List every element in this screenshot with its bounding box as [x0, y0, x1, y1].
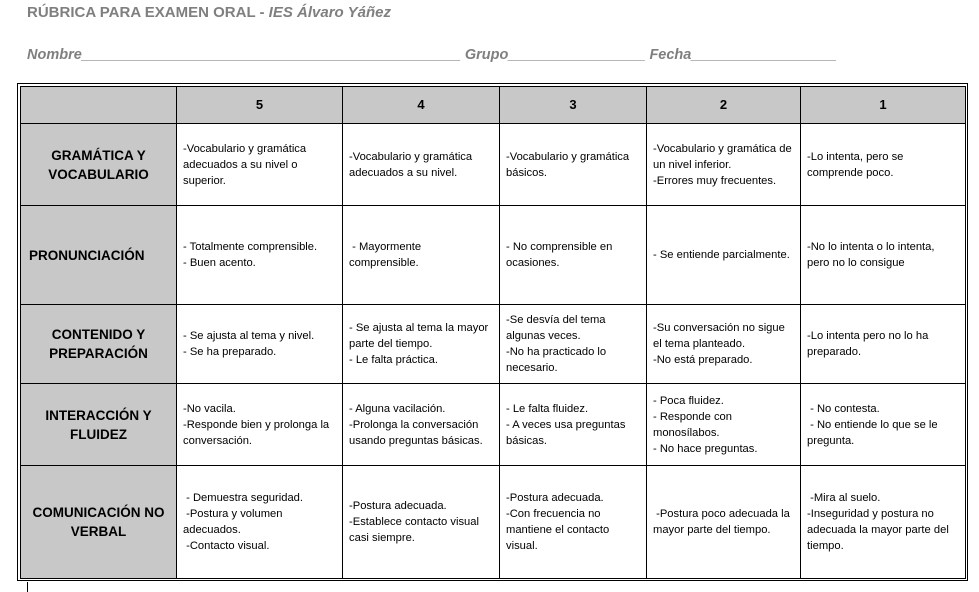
- descriptor-line: - Le falta fluidez.: [506, 402, 589, 415]
- descriptor-line: - A veces usa preguntas básicas.: [506, 418, 629, 447]
- score-header-3: 3: [500, 87, 647, 124]
- descriptor-line: -Mira al suelo.: [807, 492, 881, 504]
- rubric-cell-score-2: [647, 305, 801, 384]
- descriptor-line: -Vocabulario y gramática de un nivel inferior.: [653, 142, 795, 171]
- descriptor-line: - Se ha preparado.: [183, 346, 277, 358]
- descriptor-line: - Buen acento.: [183, 257, 256, 269]
- rubric-cell-score-1: [801, 384, 966, 466]
- descriptor-line: - Responde con monosílabos.: [653, 410, 736, 439]
- corner-cell: [21, 87, 177, 124]
- descriptor-line: -Establece contacto visual casi siempre.: [349, 516, 483, 544]
- descriptor-line: -No vacila.: [183, 402, 236, 415]
- rubric-cell-score-5: [177, 124, 343, 206]
- descriptor-line: -Vocabulario y gramática básicos.: [506, 150, 633, 179]
- descriptor-line: -Postura y volumen adecuados.: [183, 508, 286, 536]
- descriptor-line: -Responde bien y prolonga la conversación.: [183, 418, 333, 447]
- descriptor-line: - No entiende lo que se le pregunta.: [807, 418, 941, 447]
- rubric-cell-score-1: [801, 124, 966, 206]
- criterion-label: GRAMÁTICA Y VOCABULARIO: [21, 124, 177, 206]
- criterion-label: COMUNICACIÓN NO VERBAL: [21, 466, 177, 579]
- rubric-cell-score-5: [177, 206, 343, 305]
- rubric-cell-score-3: [500, 124, 647, 206]
- rubric-cell-score-2: [647, 124, 801, 206]
- descriptor-line: - Se ajusta al tema y nivel.: [183, 330, 315, 342]
- descriptor-line: -Vocabulario y gramática adecuados a su nivel.: [349, 150, 476, 179]
- rubric-cell-score-4: [343, 305, 500, 384]
- rubric-cell-score-4: [343, 124, 500, 206]
- rubric-row: [21, 305, 966, 384]
- descriptor-line: -Lo intenta pero no lo ha preparado.: [807, 330, 932, 358]
- rubric-cell-score-1: [801, 305, 966, 384]
- descriptor-line: - No hace preguntas.: [653, 442, 758, 455]
- student-fields-line[interactable]: Nombre_______________________________________________ Grupo_________________ Fecha__________________: [27, 47, 837, 63]
- descriptor-line: - Demuestra seguridad.: [183, 492, 304, 504]
- descriptor-line: - Le falta práctica.: [349, 354, 438, 366]
- descriptor-line: -Inseguridad y postura no adecuada la mayor parte del tiempo.: [807, 508, 952, 552]
- descriptor-line: -Postura adecuada.: [349, 500, 447, 512]
- descriptor-line: -Su conversación no sigue el tema planteado.: [653, 322, 788, 350]
- rubric-row: [21, 466, 966, 579]
- rubric-cell-score-3: [500, 384, 647, 466]
- descriptor-line: -Vocabulario y gramática adecuados a su nivel o superior.: [183, 142, 310, 187]
- score-header-2: 2: [647, 87, 801, 124]
- descriptor-line: - Se entiende parcialmente.: [653, 249, 790, 261]
- rubric-cell-score-5: [177, 466, 343, 579]
- rubric-cell-score-2: [647, 384, 801, 466]
- rubric-cell-score-5: [177, 305, 343, 384]
- descriptor-line: -Lo intenta, pero se comprende poco.: [807, 150, 907, 179]
- descriptor-line: -No está preparado.: [653, 354, 753, 366]
- score-header-5: 5: [177, 87, 343, 124]
- rubric-row: [21, 206, 966, 305]
- rubric-cell-score-1: [801, 206, 966, 305]
- document-title: [27, 4, 391, 21]
- rubric-row: [21, 384, 966, 466]
- rubric-cell-score-4: [343, 384, 500, 466]
- descriptor-line: - Totalmente comprensible.: [183, 241, 318, 253]
- rubric-cell-score-1: [801, 466, 966, 579]
- title-text: RÚBRICA PARA EXAMEN ORAL -: [27, 4, 269, 21]
- descriptor-line: -No lo intenta o lo intenta, pero no lo consigue: [807, 241, 938, 269]
- rubric-table-frame: [17, 83, 968, 581]
- rubric-cell-score-4: [343, 206, 500, 305]
- rubric-cell-score-3: [500, 466, 647, 579]
- rubric-cell-score-3: [500, 206, 647, 305]
- rubric-cell-score-3: [500, 305, 647, 384]
- rubric-table: [20, 86, 966, 579]
- rubric-cell-score-2: [647, 206, 801, 305]
- descriptor-line: -Prolonga la conversación usando preguntas básicas.: [349, 418, 483, 447]
- criterion-label: INTERACCIÓN Y FLUIDEZ: [21, 384, 177, 466]
- header-row: [21, 87, 966, 124]
- descriptor-line: -Errores muy frecuentes.: [653, 174, 777, 187]
- text-cursor: [27, 582, 28, 592]
- rubric-row: [21, 124, 966, 206]
- rubric-cell-score-2: [647, 466, 801, 579]
- descriptor-line: - Mayormente comprensible.: [349, 241, 425, 269]
- descriptor-line: -Postura poco adecuada la mayor parte del tiempo.: [653, 508, 793, 536]
- school-name: IES Álvaro Yáñez: [268, 4, 391, 21]
- descriptor-line: - Alguna vacilación.: [349, 402, 446, 415]
- descriptor-line: - No contesta.: [807, 402, 880, 415]
- criterion-label: CONTENIDO Y PREPARACIÓN: [21, 305, 177, 384]
- descriptor-line: - No comprensible en ocasiones.: [506, 241, 616, 269]
- score-header-4: 4: [343, 87, 500, 124]
- descriptor-line: -Contacto visual.: [183, 540, 270, 552]
- rubric-cell-score-4: [343, 466, 500, 579]
- criterion-label: PRONUNCIACIÓN: [21, 206, 177, 305]
- descriptor-line: - Se ajusta al tema la mayor parte del tiempo.: [349, 322, 492, 350]
- rubric-cell-score-5: [177, 384, 343, 466]
- score-header-1: 1: [801, 87, 966, 124]
- descriptor-line: -Se desvía del tema algunas veces.: [506, 314, 609, 342]
- descriptor-line: -Postura adecuada.: [506, 492, 604, 504]
- descriptor-line: - Poca fluidez.: [653, 394, 724, 407]
- descriptor-line: -Con frecuencia no mantiene el contacto visual.: [506, 508, 613, 552]
- descriptor-line: -No ha practicado lo necesario.: [506, 346, 610, 374]
